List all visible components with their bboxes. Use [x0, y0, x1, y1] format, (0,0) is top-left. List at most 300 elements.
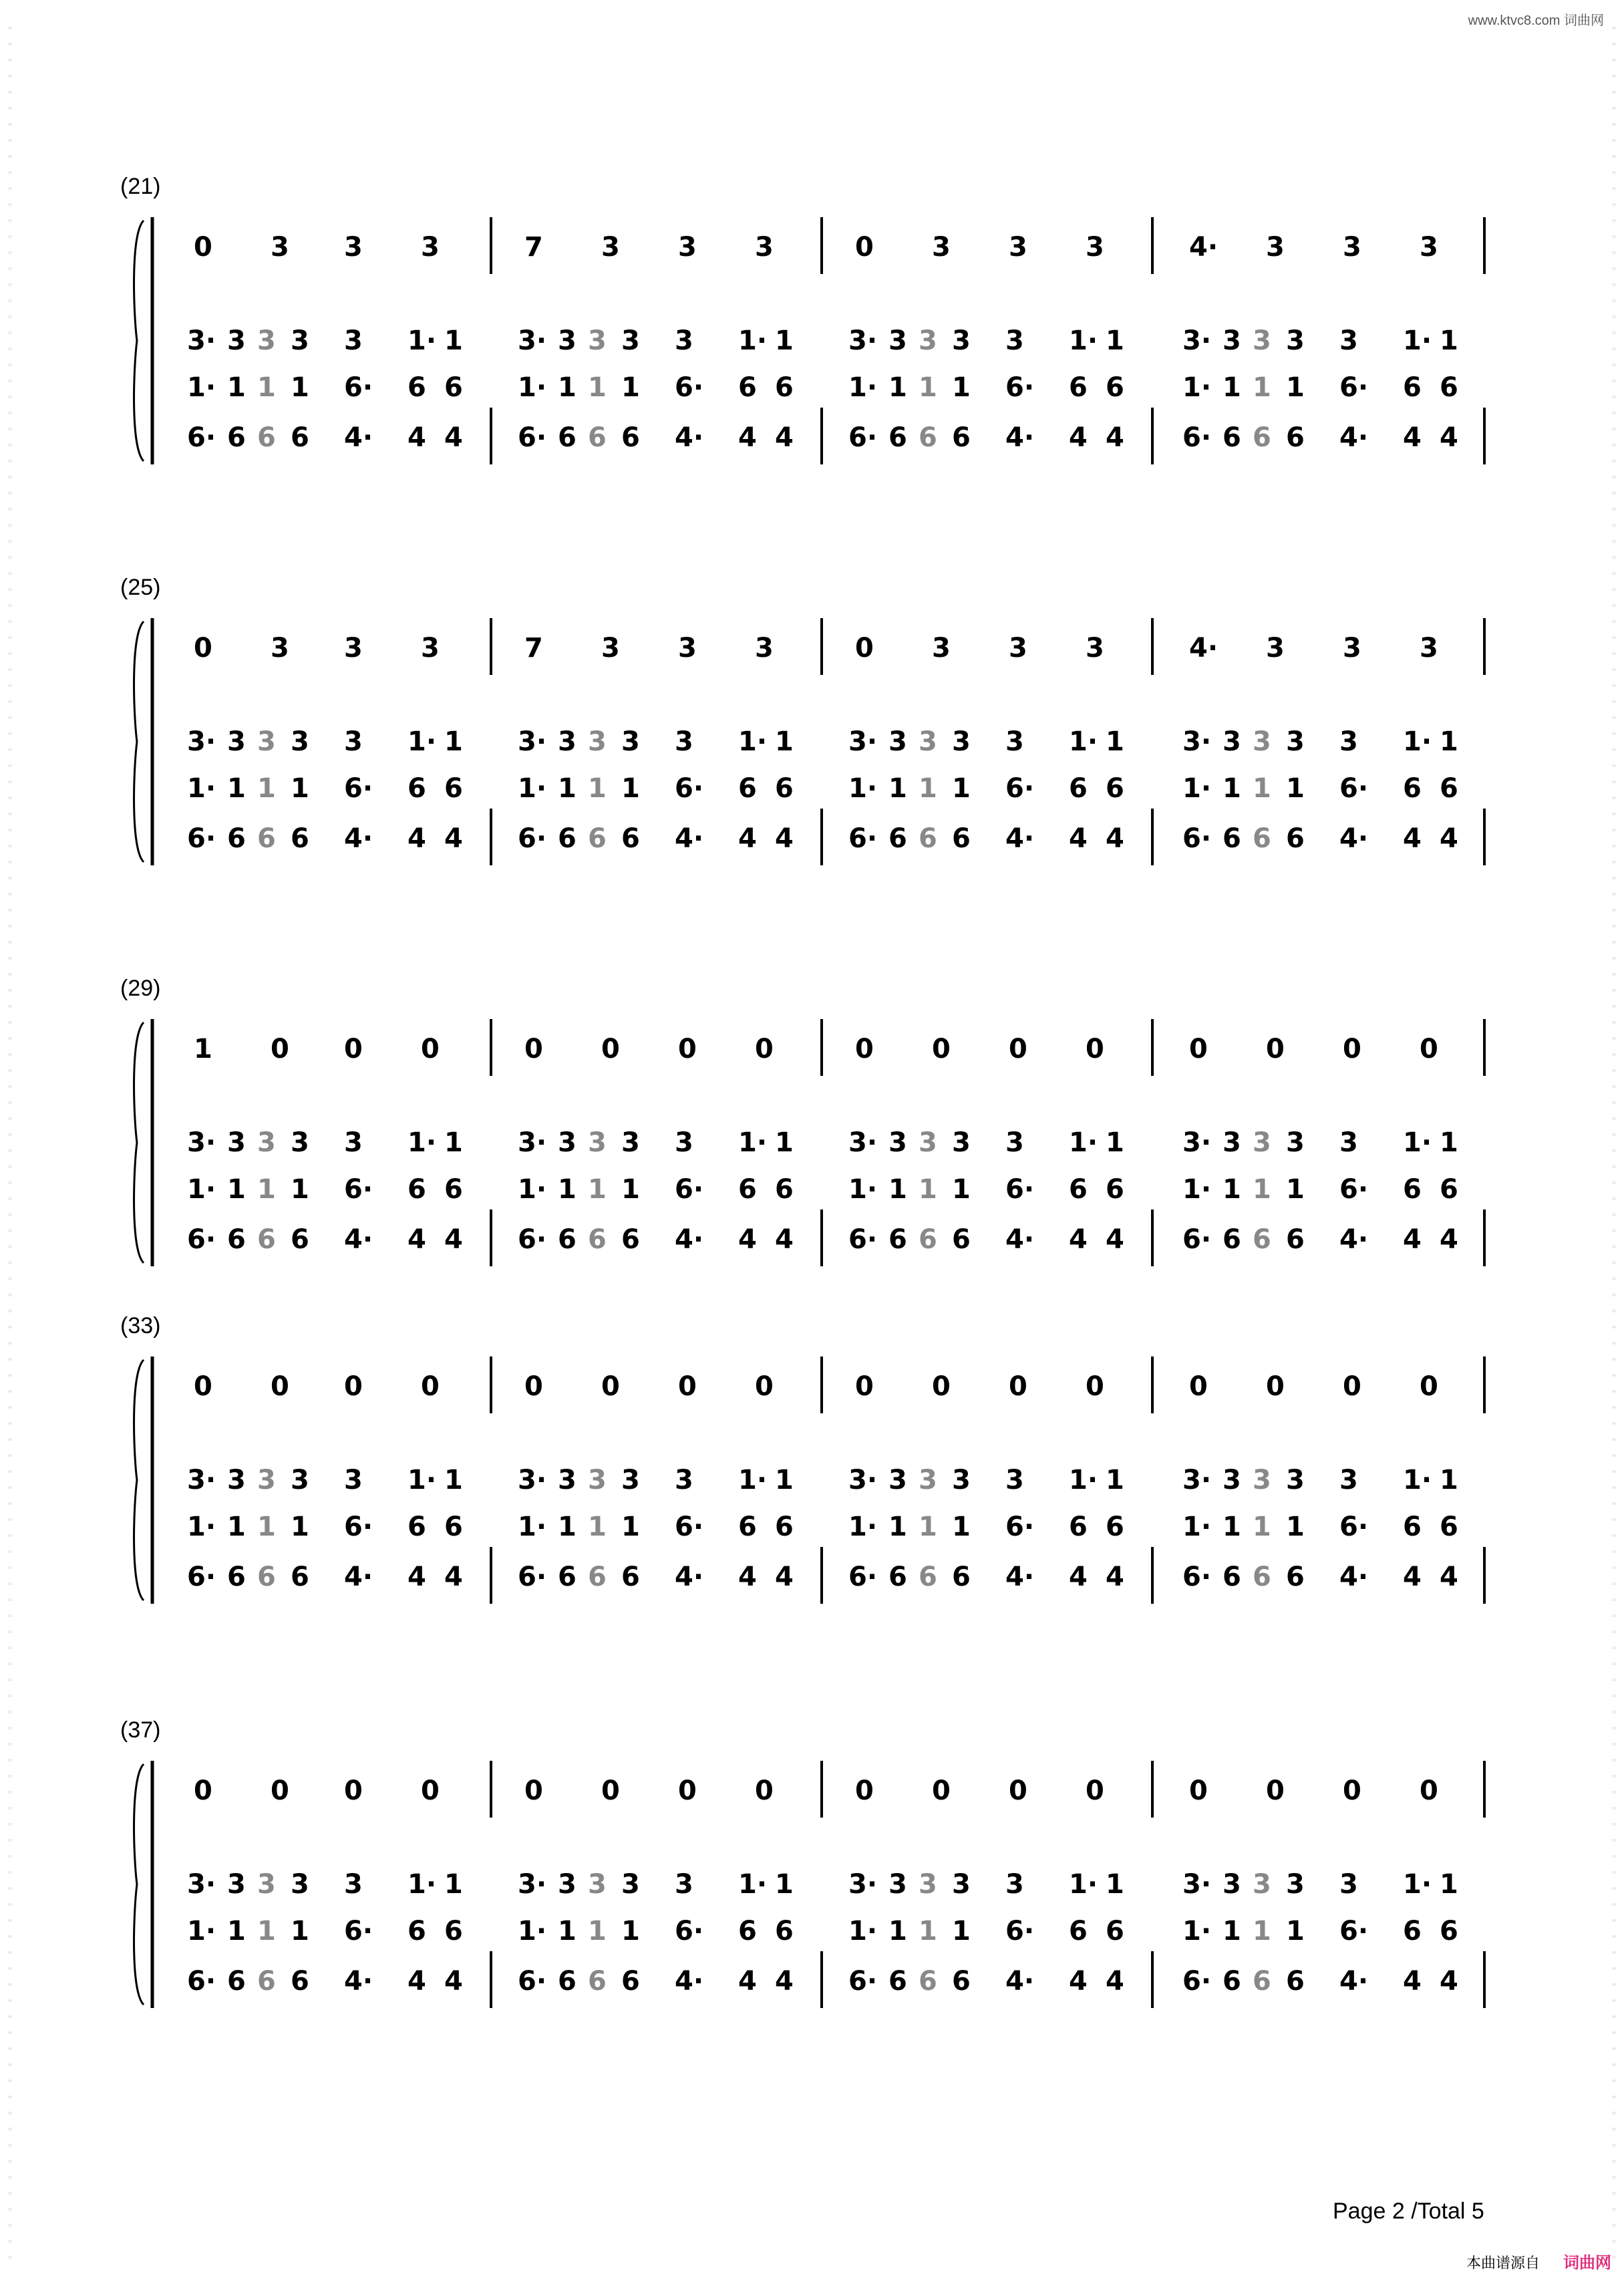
lh-note: 6 [444, 773, 463, 804]
rh-note: 3 [755, 633, 774, 664]
lh-note: 1· [408, 325, 437, 356]
lh-note: 3 [558, 1127, 577, 1158]
lh-note: 6· [187, 1966, 216, 1997]
rh-note: 0 [1266, 1775, 1285, 1806]
lh-note: 3 [257, 325, 276, 356]
lh-note: 6 [1223, 1562, 1241, 1592]
lh-note: 1· [848, 1174, 878, 1205]
rh-note: 0 [1009, 1034, 1027, 1064]
lh-note: 6· [518, 1562, 547, 1592]
lh-note: 1· [1069, 1465, 1098, 1495]
lh-note: 4 [408, 1224, 426, 1255]
lh-note: 6· [1005, 1916, 1035, 1947]
lh-note: 6 [1403, 372, 1422, 403]
lh-note: 4 [775, 1224, 794, 1255]
brace [134, 221, 144, 461]
lh-note: 3 [558, 325, 577, 356]
lh-note: 6 [888, 422, 907, 453]
lh-note: 6 [227, 823, 246, 854]
rh-note: 3 [421, 232, 440, 263]
lh-note: 4· [675, 1562, 704, 1592]
lh-note: 6· [848, 823, 878, 854]
lh-note: 1 [1106, 1127, 1124, 1158]
lh-note: 1 [1440, 1869, 1458, 1900]
lh-note: 6 [444, 1916, 463, 1947]
lh-note: 4 [1440, 1562, 1458, 1592]
rh-note: 3 [344, 633, 363, 664]
lh-note: 6 [588, 823, 607, 854]
lh-note: 6 [291, 422, 309, 453]
lh-note: 3 [291, 1465, 309, 1495]
lh-note: 6 [257, 1562, 276, 1592]
rh-note: 0 [755, 1775, 774, 1806]
lh-note: 1 [919, 1512, 937, 1542]
lh-note: 1 [1253, 1916, 1271, 1947]
lh-note: 1· [187, 1512, 216, 1542]
lh-note: 1 [291, 1174, 309, 1205]
rh-note: 1 [194, 1034, 212, 1064]
lh-note: 6 [257, 823, 276, 854]
lh-note: 6 [1286, 1562, 1305, 1592]
lh-note: 4 [1069, 1966, 1088, 1997]
lh-note: 1· [848, 773, 878, 804]
lh-note: 1 [558, 1512, 577, 1542]
lh-note: 4· [344, 1224, 373, 1255]
lh-note: 3 [919, 325, 937, 356]
lh-note: 6 [1286, 1224, 1305, 1255]
lh-note: 3 [952, 1869, 971, 1900]
lh-note: 6 [444, 1512, 463, 1542]
lh-note: 4· [675, 422, 704, 453]
lh-note: 1· [408, 726, 437, 757]
lh-note: 6 [952, 422, 971, 453]
lh-note: 3 [227, 325, 246, 356]
rh-note: 3 [271, 232, 289, 263]
lh-note: 4· [1339, 823, 1369, 854]
rh-note: 0 [601, 1034, 620, 1064]
lh-note: 1 [1253, 1174, 1271, 1205]
lh-note: 6 [291, 1966, 309, 1997]
lh-note: 1 [952, 1512, 971, 1542]
lh-note: 3 [1253, 1465, 1271, 1495]
rh-note: 0 [932, 1034, 951, 1064]
lh-note: 3 [588, 325, 607, 356]
lh-note: 6 [775, 1512, 794, 1542]
lh-note: 3 [675, 726, 693, 757]
rh-note: 0 [601, 1775, 620, 1806]
lh-note: 6· [675, 1916, 704, 1947]
lh-note: 6 [919, 1562, 937, 1592]
lh-note: 3· [187, 726, 216, 757]
rh-note: 3 [1343, 633, 1361, 664]
lh-note: 6 [558, 1224, 577, 1255]
lh-note: 6· [1005, 1174, 1035, 1205]
lh-note: 1 [588, 1174, 607, 1205]
lh-note: 1 [919, 1174, 937, 1205]
lh-note: 4· [1339, 1562, 1369, 1592]
lh-note: 6 [919, 823, 937, 854]
lh-note: 3 [227, 1869, 246, 1900]
lh-note: 1 [621, 372, 640, 403]
lh-note: 1· [1403, 1869, 1432, 1900]
lh-note: 3 [291, 325, 309, 356]
lh-note: 1· [187, 372, 216, 403]
lh-note: 1· [1403, 325, 1432, 356]
lh-note: 4· [344, 1966, 373, 1997]
lh-note: 6 [1440, 1174, 1458, 1205]
lh-note: 1· [518, 1174, 547, 1205]
rh-note: 3 [755, 232, 774, 263]
lh-note: 4 [1440, 422, 1458, 453]
rh-note: 0 [344, 1371, 363, 1402]
lh-note: 3 [257, 1869, 276, 1900]
lh-note: 6 [919, 1966, 937, 1997]
rh-note: 0 [1189, 1034, 1208, 1064]
lh-note: 6· [344, 1512, 373, 1542]
lh-note: 6· [1339, 1512, 1369, 1542]
lh-note: 1· [738, 1127, 768, 1158]
rh-note: 0 [855, 232, 874, 263]
lh-note: 3 [1286, 1465, 1305, 1495]
rh-note: 4· [1189, 633, 1219, 664]
lh-note: 6 [952, 1966, 971, 1997]
rh-note: 3 [601, 232, 620, 263]
lh-note: 1· [187, 773, 216, 804]
lh-note: 1 [291, 1512, 309, 1542]
lh-note: 6· [187, 422, 216, 453]
lh-note: 1 [775, 1127, 794, 1158]
lh-note: 1· [1069, 726, 1098, 757]
lh-note: 3 [675, 325, 693, 356]
lh-note: 1 [1286, 773, 1305, 804]
lh-note: 6 [1223, 1224, 1241, 1255]
lh-note: 4· [344, 422, 373, 453]
rh-note: 0 [194, 1775, 212, 1806]
lh-note: 3 [1253, 325, 1271, 356]
lh-note: 1 [621, 773, 640, 804]
lh-note: 1 [621, 1916, 640, 1947]
lh-note: 4 [738, 422, 757, 453]
lh-note: 6 [919, 1224, 937, 1255]
lh-note: 1 [444, 1127, 463, 1158]
rh-note: 3 [1009, 232, 1027, 263]
lh-note: 3 [1223, 1465, 1241, 1495]
lh-note: 4· [675, 1224, 704, 1255]
lh-note: 6· [187, 1562, 216, 1592]
lh-note: 3 [588, 1127, 607, 1158]
lh-note: 4 [738, 1224, 757, 1255]
lh-note: 6 [1253, 1562, 1271, 1592]
lh-note: 6 [952, 1562, 971, 1592]
lh-note: 3 [291, 1127, 309, 1158]
lh-note: 6 [588, 1224, 607, 1255]
lh-note: 4 [738, 1966, 757, 1997]
lh-note: 1 [1106, 1869, 1124, 1900]
lh-note: 3 [888, 726, 907, 757]
lh-note: 3 [558, 1465, 577, 1495]
lh-note: 3 [1253, 1127, 1271, 1158]
lh-note: 6· [675, 372, 704, 403]
lh-note: 1 [1223, 372, 1241, 403]
lh-note: 3 [1005, 726, 1024, 757]
lh-note: 1 [558, 372, 577, 403]
lh-note: 3 [621, 1869, 640, 1900]
lh-note: 6 [291, 1224, 309, 1255]
lh-note: 6 [1286, 1966, 1305, 1997]
lh-note: 3 [227, 1465, 246, 1495]
lh-note: 6 [621, 422, 640, 453]
rh-note: 0 [1266, 1371, 1285, 1402]
lh-note: 6 [1403, 1512, 1422, 1542]
lh-note: 4· [344, 1562, 373, 1592]
lh-note: 1 [558, 1916, 577, 1947]
lh-note: 6· [848, 1562, 878, 1592]
measure-number: (21) [120, 174, 161, 199]
rh-note: 0 [1420, 1775, 1438, 1806]
lh-note: 6 [738, 1512, 757, 1542]
lh-note: 6 [775, 773, 794, 804]
lh-note: 3 [919, 1869, 937, 1900]
lh-note: 3 [952, 726, 971, 757]
lh-note: 6 [738, 1174, 757, 1205]
lh-note: 6 [738, 1916, 757, 1947]
lh-note: 6· [1339, 1916, 1369, 1947]
lh-note: 1 [952, 372, 971, 403]
lh-note: 6 [558, 422, 577, 453]
lh-note: 3 [257, 726, 276, 757]
lh-note: 3· [848, 1127, 878, 1158]
lh-note: 3 [291, 1869, 309, 1900]
lh-note: 3 [257, 1127, 276, 1158]
lh-note: 4 [738, 823, 757, 854]
lh-note: 1· [848, 372, 878, 403]
lh-note: 6· [1182, 823, 1212, 854]
lh-note: 1 [1286, 1916, 1305, 1947]
lh-note: 1· [408, 1465, 437, 1495]
lh-note: 6· [1005, 372, 1035, 403]
rh-note: 3 [1420, 633, 1438, 664]
lh-note: 4· [1005, 1966, 1035, 1997]
lh-note: 1 [1223, 1512, 1241, 1542]
lh-note: 1 [1253, 372, 1271, 403]
lh-note: 4 [1440, 823, 1458, 854]
rh-note: 0 [271, 1775, 289, 1806]
lh-note: 1 [775, 1869, 794, 1900]
lh-note: 3 [919, 1127, 937, 1158]
lh-note: 1· [1403, 1465, 1432, 1495]
lh-note: 1 [444, 726, 463, 757]
lh-note: 6 [1253, 422, 1271, 453]
lh-note: 3 [952, 1465, 971, 1495]
rh-note: 0 [855, 633, 874, 664]
rh-note: 0 [678, 1371, 697, 1402]
lh-note: 6· [1005, 1512, 1035, 1542]
lh-note: 1 [444, 325, 463, 356]
lh-note: 6 [1106, 1916, 1124, 1947]
lh-note: 6 [952, 823, 971, 854]
lh-note: 6 [775, 1916, 794, 1947]
lh-note: 1 [1286, 1174, 1305, 1205]
lh-note: 6· [1339, 372, 1369, 403]
lh-note: 6 [1069, 1174, 1088, 1205]
lh-note: 6 [621, 1562, 640, 1592]
lh-note: 1 [621, 1174, 640, 1205]
lh-note: 6· [1182, 422, 1212, 453]
rh-note: 0 [271, 1034, 289, 1064]
lh-note: 4 [775, 422, 794, 453]
lh-note: 6 [227, 1966, 246, 1997]
lh-note: 6 [1223, 422, 1241, 453]
lh-note: 1 [1223, 773, 1241, 804]
lh-note: 3· [187, 1869, 216, 1900]
lh-note: 6 [1106, 773, 1124, 804]
lh-note: 4 [444, 422, 463, 453]
lh-note: 3 [1223, 726, 1241, 757]
rh-note: 0 [194, 232, 212, 263]
lh-note: 6 [227, 1224, 246, 1255]
lh-note: 6 [1286, 422, 1305, 453]
lh-note: 3 [888, 1127, 907, 1158]
lh-note: 3· [1182, 1465, 1212, 1495]
lh-note: 1 [888, 372, 907, 403]
rh-note: 3 [601, 633, 620, 664]
lh-note: 3 [344, 1465, 363, 1495]
lh-note: 6 [257, 422, 276, 453]
rh-note: 3 [1086, 232, 1104, 263]
lh-note: 6· [344, 372, 373, 403]
rh-note: 0 [1343, 1034, 1361, 1064]
rh-note: 0 [271, 1371, 289, 1402]
lh-note: 6 [1403, 773, 1422, 804]
lh-note: 6 [1106, 1512, 1124, 1542]
lh-note: 4 [444, 1966, 463, 1997]
lh-note: 6· [518, 1224, 547, 1255]
lh-note: 6· [1182, 1562, 1212, 1592]
lh-note: 4· [1005, 1562, 1035, 1592]
rh-note: 0 [855, 1775, 874, 1806]
lh-note: 6 [1403, 1174, 1422, 1205]
lh-note: 6 [1440, 1916, 1458, 1947]
measure-number: (29) [120, 976, 161, 1001]
lh-note: 1 [952, 1174, 971, 1205]
lh-note: 3 [1339, 325, 1358, 356]
lh-note: 4· [1005, 422, 1035, 453]
rh-note: 0 [1343, 1371, 1361, 1402]
lh-note: 1· [1403, 726, 1432, 757]
lh-note: 3 [1286, 726, 1305, 757]
lh-note: 6· [344, 773, 373, 804]
lh-note: 4 [1403, 823, 1422, 854]
rh-note: 3 [1420, 232, 1438, 263]
lh-note: 6· [1182, 1966, 1212, 1997]
lh-note: 3· [518, 1465, 547, 1495]
lh-note: 4 [1106, 1562, 1124, 1592]
lh-note: 4 [1069, 422, 1088, 453]
lh-note: 1 [1106, 726, 1124, 757]
lh-note: 4· [344, 823, 373, 854]
lh-note: 1 [1253, 773, 1271, 804]
lh-note: 1 [1106, 325, 1124, 356]
rh-note: 0 [1266, 1034, 1285, 1064]
rh-note: 0 [755, 1371, 774, 1402]
rh-note: 3 [344, 232, 363, 263]
lh-note: 4 [738, 1562, 757, 1592]
lh-note: 6 [558, 1562, 577, 1592]
lh-note: 1 [227, 1174, 246, 1205]
lh-note: 1 [775, 325, 794, 356]
lh-note: 3 [919, 726, 937, 757]
lh-note: 6 [558, 1966, 577, 1997]
lh-note: 3 [291, 726, 309, 757]
lh-note: 3 [888, 1465, 907, 1495]
rh-note: 0 [421, 1034, 440, 1064]
lh-note: 6 [291, 823, 309, 854]
lh-note: 1 [558, 1174, 577, 1205]
rh-note: 0 [1189, 1775, 1208, 1806]
lh-note: 4 [444, 823, 463, 854]
lh-note: 3 [1223, 1869, 1241, 1900]
lh-note: 6· [518, 422, 547, 453]
lh-note: 1· [187, 1174, 216, 1205]
lh-note: 4 [1069, 1562, 1088, 1592]
lh-note: 4 [1403, 1224, 1422, 1255]
lh-note: 6 [558, 823, 577, 854]
lh-note: 1· [738, 726, 768, 757]
lh-note: 6· [187, 823, 216, 854]
lh-note: 4 [444, 1224, 463, 1255]
lh-note: 3 [675, 1465, 693, 1495]
rh-note: 0 [678, 1034, 697, 1064]
lh-note: 4 [1069, 823, 1088, 854]
lh-note: 6· [518, 1966, 547, 1997]
lh-note: 1 [1440, 1465, 1458, 1495]
rh-note: 0 [1009, 1775, 1027, 1806]
brace [134, 1022, 144, 1263]
lh-note: 1· [518, 773, 547, 804]
rh-note: 3 [932, 232, 951, 263]
lh-note: 4 [444, 1562, 463, 1592]
rh-note: 0 [1420, 1034, 1438, 1064]
logo: 词曲网 [1563, 2254, 1611, 2272]
lh-note: 3 [621, 726, 640, 757]
lh-note: 3 [344, 1127, 363, 1158]
lh-note: 4 [1440, 1224, 1458, 1255]
lh-note: 6 [408, 1916, 426, 1947]
lh-note: 6· [848, 1966, 878, 1997]
lh-note: 3 [952, 325, 971, 356]
lh-note: 4 [775, 1562, 794, 1592]
lh-note: 6 [227, 1562, 246, 1592]
lh-note: 1 [257, 372, 276, 403]
lh-note: 4 [1106, 1224, 1124, 1255]
lh-note: 6 [408, 372, 426, 403]
lh-note: 1· [738, 1869, 768, 1900]
lh-note: 6 [888, 823, 907, 854]
lh-note: 3· [518, 1127, 547, 1158]
rh-note: 0 [1343, 1775, 1361, 1806]
lh-note: 3· [1182, 1127, 1212, 1158]
lh-note: 1 [291, 773, 309, 804]
lh-note: 3 [588, 1465, 607, 1495]
lh-note: 6 [738, 773, 757, 804]
rh-note: 0 [932, 1775, 951, 1806]
lh-note: 3 [344, 325, 363, 356]
lh-note: 6· [675, 1174, 704, 1205]
lh-note: 1· [738, 325, 768, 356]
rh-note: 3 [1343, 232, 1361, 263]
lh-note: 1 [1440, 325, 1458, 356]
lh-note: 3 [888, 1869, 907, 1900]
